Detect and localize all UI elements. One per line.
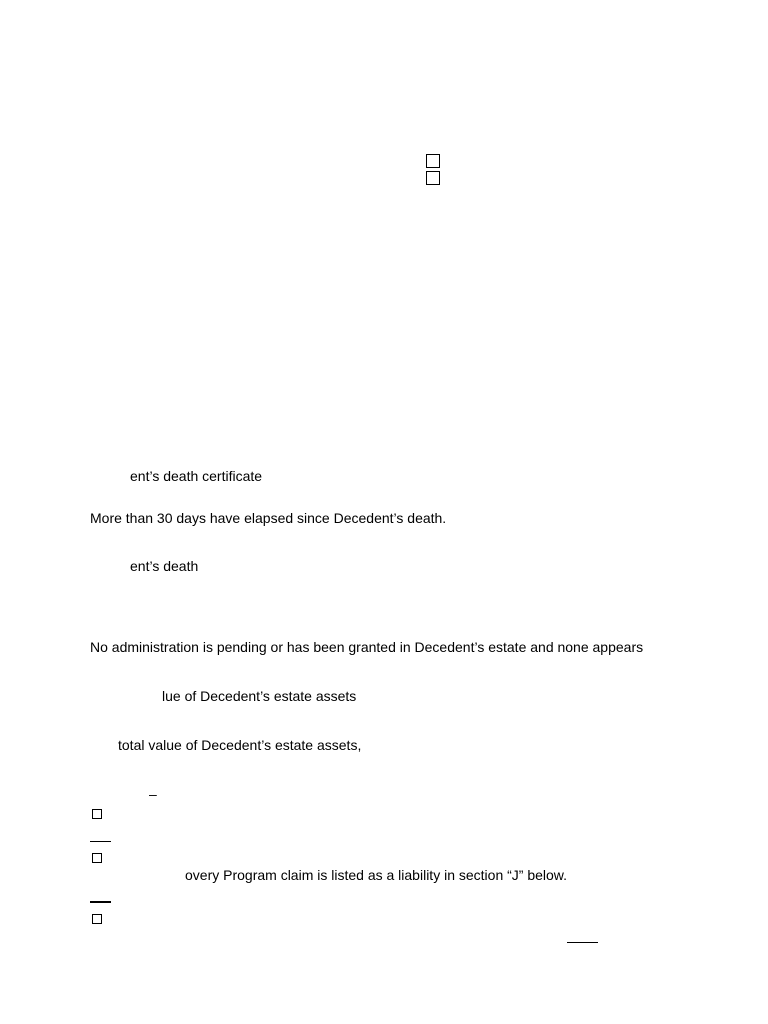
- checkbox-top-2[interactable]: [426, 171, 440, 185]
- underline-blank-1: [90, 841, 111, 842]
- value-assets-text: lue of Decedent’s estate assets: [162, 688, 357, 704]
- death-certificate-text: ent’s death certificate: [130, 468, 263, 484]
- checkbox-option-2[interactable]: [92, 853, 102, 863]
- fill-in-blank: [567, 942, 598, 943]
- checkbox-top-1[interactable]: [426, 154, 440, 168]
- underline-blank-2: [90, 901, 111, 903]
- death-text: ent’s death: [130, 558, 199, 574]
- days-elapsed-text: More than 30 days have elapsed since Decedent’s death.: [90, 510, 447, 526]
- checkbox-option-3[interactable]: [92, 914, 102, 924]
- dash-mark: –: [149, 786, 157, 802]
- checkbox-option-1[interactable]: [92, 809, 102, 819]
- recovery-claim-text: overy Program claim is listed as a liability in section “J” below.: [185, 867, 568, 883]
- no-administration-text: No administration is pending or has been granted in Decedent’s estate and none appears: [90, 639, 644, 655]
- total-value-text: total value of Decedent’s estate assets,: [118, 737, 362, 753]
